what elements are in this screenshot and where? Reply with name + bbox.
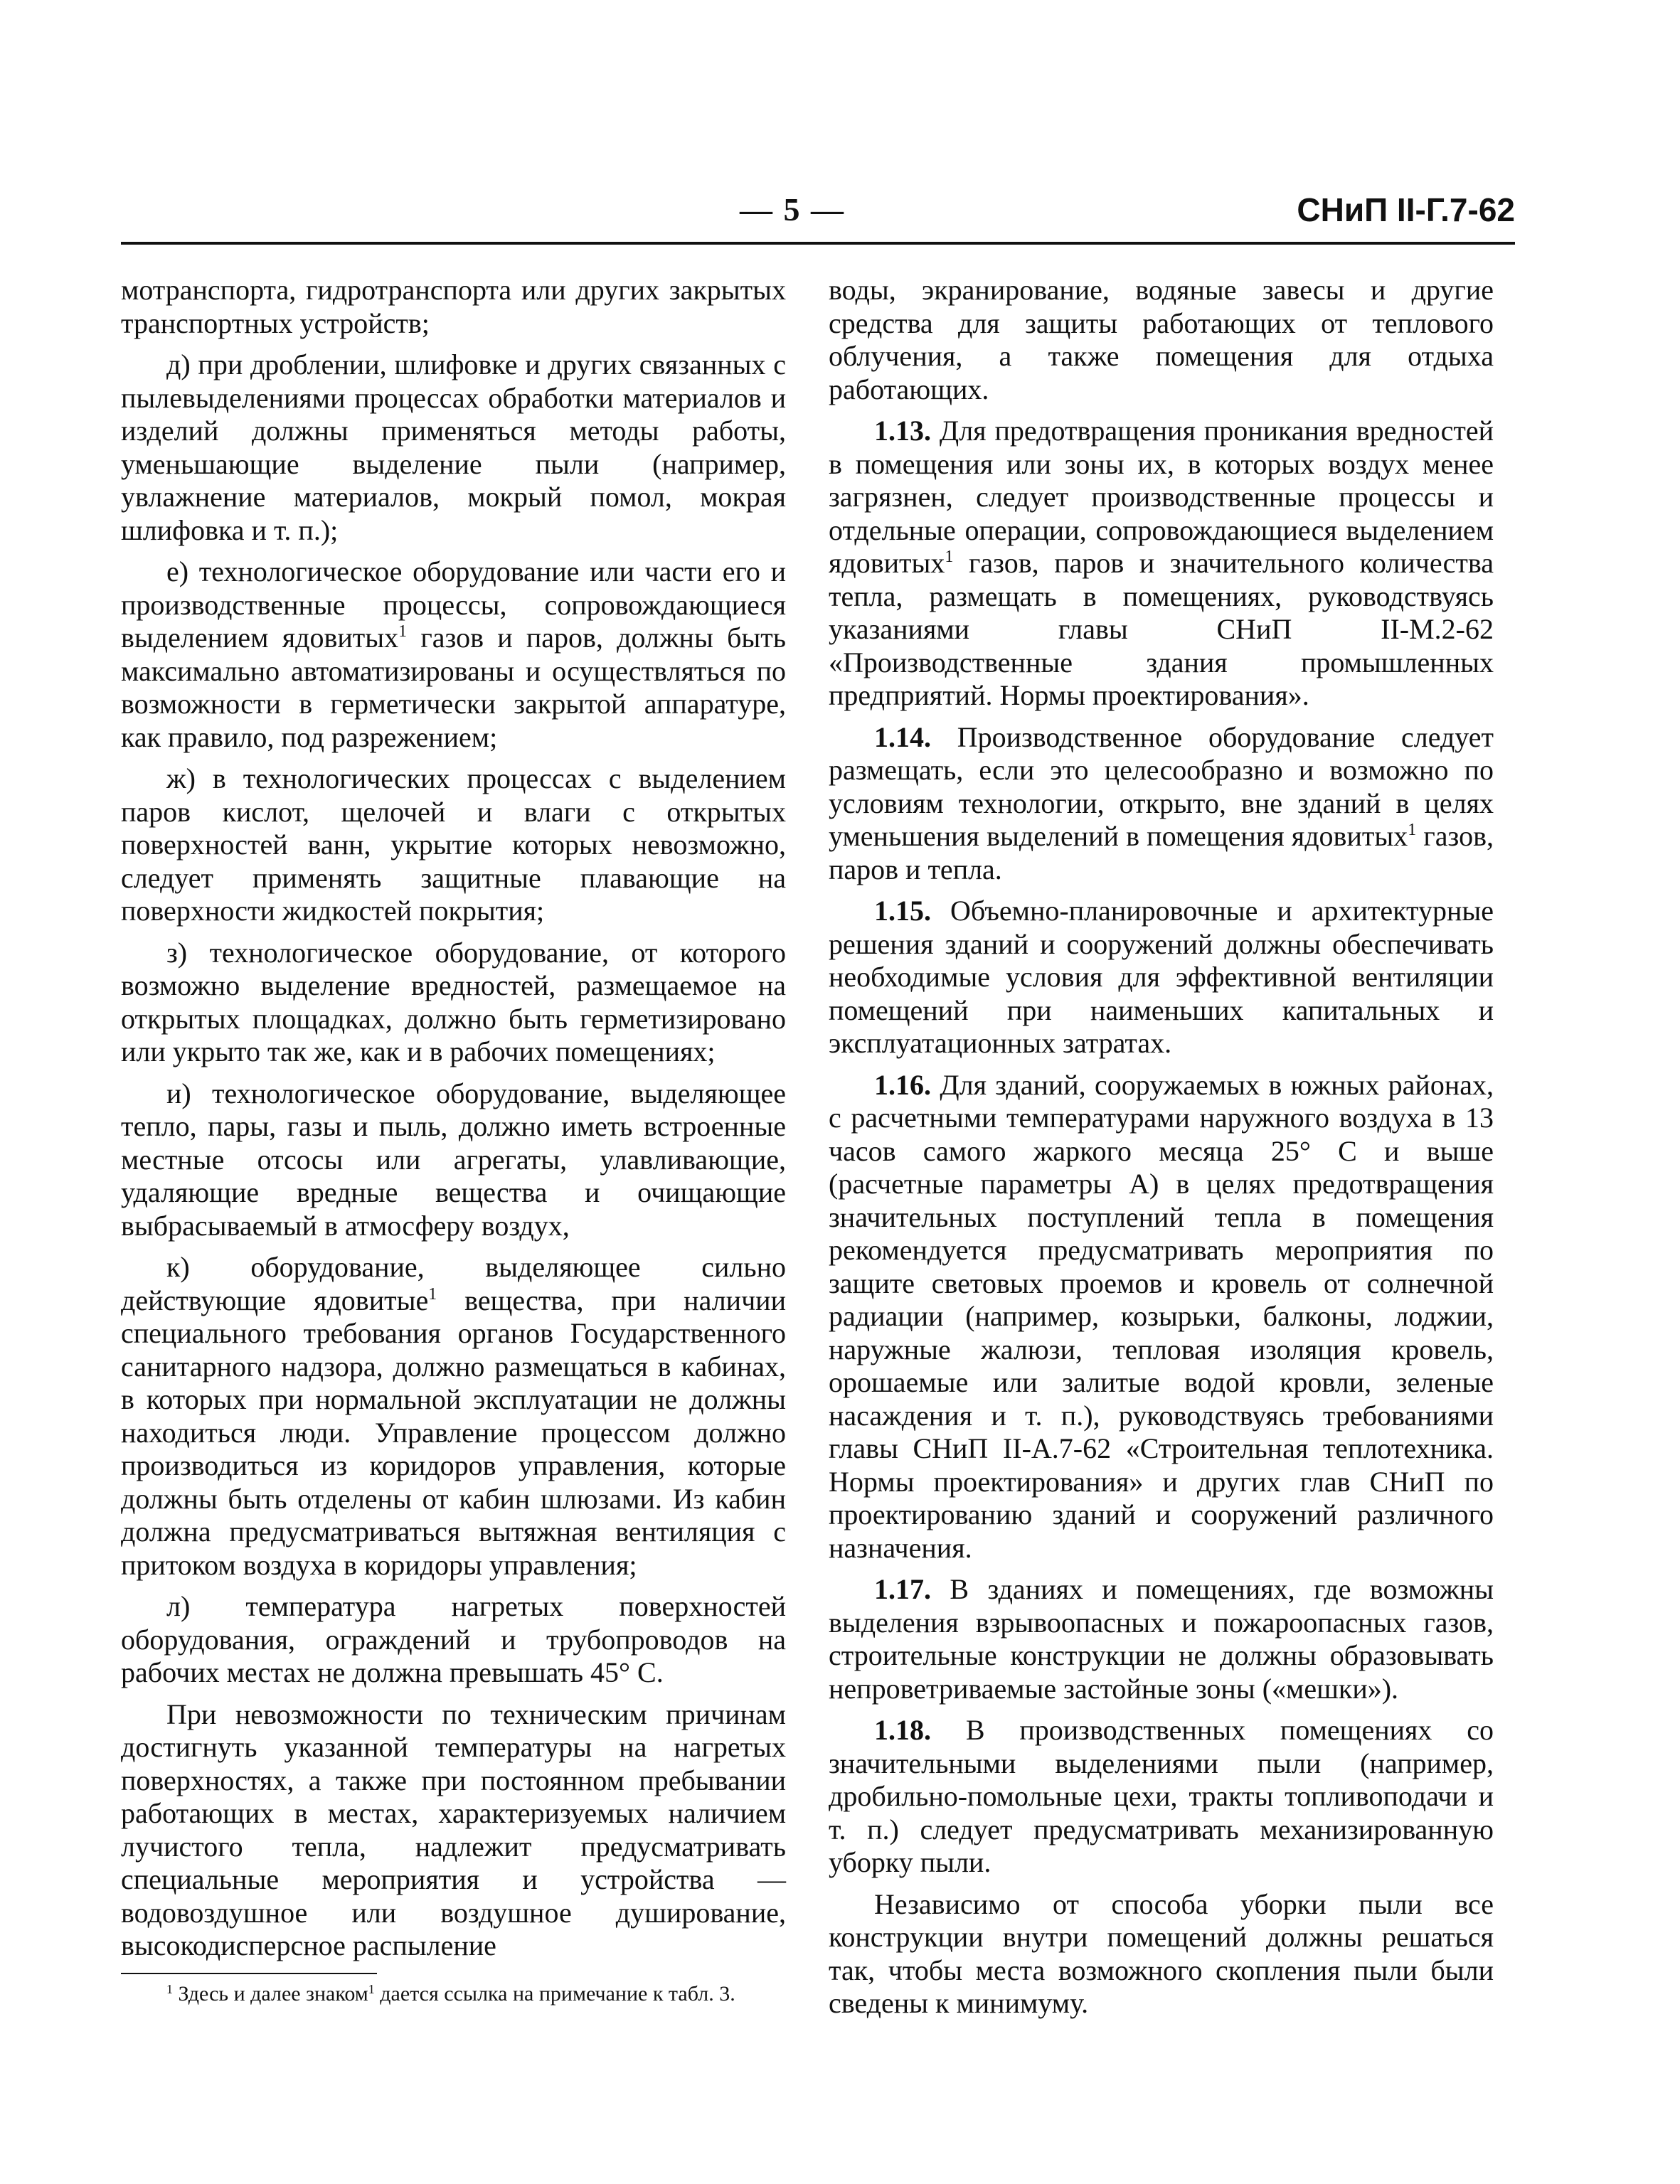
clause-number: 1.15. <box>874 895 931 927</box>
left-column <box>121 274 786 2015</box>
left-column-paragraph <box>121 1251 786 1582</box>
footnote-marker: 1 <box>368 1981 375 1996</box>
left-column-paragraph <box>121 762 786 928</box>
paragraph-text: ж) в технологических процессах с выделением паров кислот, щелочей и влаги с открытых поверхностей ванн, укрытие которых невозможно, следует применять защитные плавающие на поверхности жидкостей покрытия; <box>121 762 786 927</box>
left-column-paragraph <box>121 1077 786 1243</box>
page-number: — 5 — <box>740 191 845 228</box>
right-column-paragraph <box>829 1069 1494 1565</box>
right-column-paragraph <box>829 1888 1494 2020</box>
right-column-paragraph <box>829 1573 1494 1705</box>
clause-number: 1.17. <box>874 1573 931 1605</box>
left-column-paragraph <box>121 1698 786 1963</box>
left-column-paragraph <box>121 274 786 340</box>
paragraph-text: В зданиях и помещениях, где возможны выделения взрывоопасных и пожароопасных газов, строительные конструкции не должны образовывать непроветриваемые застойные зоны («мешки»). <box>829 1573 1494 1705</box>
footnote-marker: 1 <box>1408 821 1417 839</box>
paragraph-text: При невозможности по техническим причинам достигнуть указанной температуры на нагретых поверхностях, а также при постоянном пребывании работающих в местах, характеризуемых наличием лучистого тепла, надлежит предусматривать специальные мероприятия и устройства — водовоздушное или воздушное душирование, высокодисперсное распыление <box>121 1698 786 1961</box>
paragraph-text: л) температура нагретых поверхностей оборудования, ограждений и трубопроводов на рабочих местах не должна превышать 45° С. <box>121 1590 786 1688</box>
paragraph-text: В производственных помещениях со значительными выделениями пыли (например, дробильно-помольные цехи, тракты топливоподачи и т. п.) следует предусматривать механизированную уборку пыли. <box>829 1714 1494 1878</box>
clause-number: 1.13. <box>874 415 931 447</box>
clause-number: 1.16. <box>874 1068 931 1101</box>
left-column-paragraph <box>121 555 786 754</box>
paragraph-text: Для зданий, сооружаемых в южных районах, с расчетными температурами наружного воздуха в 13 часов самого жаркого месяца 25° С и выше (расчетные параметры А) в целях предотвращения значительных поступлений тепла в помещения рекомендуется предусматривать мероприятия по защите световых проемов и кровель от солнечной радиации (например, козырьки, балконы, лоджии, наружные жалюзи, тепловая изоляция кровель, орошаемые или залитые водой кровли, зеленые насаждения и т. п.), руководствуясь требованиями главы СНиП II-А.7-62 «Строительная теплотехника. Нормы проектирования» и других глав СНиП по проектированию зданий и сооружений различного назначения. <box>829 1068 1494 1564</box>
standard-code: СНиП II-Г.7-62 <box>1297 191 1515 228</box>
paragraph-text: д) при дроблении, шлифовке и других связанных с пылевыделениями процессах обработки материалов и изделий должны применяться методы работы, уменьшающие выделение пыли (например, увлажнение материалов, мокрый помол, мокрая шлифовка и т. п.); <box>121 348 786 546</box>
paragraph-text: вещества, при наличии специального требования органов Государственного санитарного надзора, должно размещаться в кабинах, в которых при нормальной эксплуатации не должны находиться люди. Управление процессом должно производиться из коридоров управления, которые должны быть отделены от кабин шлюзами. Из кабин должна предусматриваться вытяжная вентиляция с притоком воздуха в коридоры управления; <box>121 1284 786 1581</box>
right-column-paragraph <box>829 274 1494 406</box>
paragraph-text: газов, паров и значительного количества тепла, размещать в помещениях, руководствуясь указаниями главы СНиП II-М.2-62 «Производственные здания промышленных предприятий. Нормы проектирования». <box>829 547 1494 711</box>
paragraph-text: з) технологическое оборудование, от которого возможно выделение вредностей, размещаемое на открытых площадках, должно быть герметизировано или укрыто так же, как и в рабочих помещениях; <box>121 936 786 1067</box>
clause-number: 1.14. <box>874 720 931 753</box>
right-column-paragraph <box>829 721 1494 887</box>
paragraph-text: е) технологическое оборудование или части его и производственные процессы, сопровождающиеся выделением ядовитых <box>121 555 786 654</box>
right-column-paragraph <box>829 415 1494 713</box>
clause-number: 1.18. <box>874 1714 931 1746</box>
paragraph-text: Для предотвращения проникания вредностей в помещения или зоны их, в которых воздух менее загрязнен, следует производственные процессы и отдельные операции, сопровождающиеся выделением ядовитых <box>829 415 1494 579</box>
paragraph-text: газов и паров, должны быть максимально автоматизированы и осуществляться по возможности в герметически закрытой аппаратуре, как правило, под разрежением; <box>121 622 787 753</box>
paragraph-text: и) технологическое оборудование, выделяющее тепло, пары, газы и пыль, должно иметь встроенные местные отсосы или агрегаты, улавливающие, удаляющие вредные вещества и очищающие выбрасываемый в атмосферу воздух, <box>121 1077 786 1242</box>
footnote-marker: 1 <box>166 1981 173 1996</box>
paragraph-text: Независимо от способа уборки пыли все конструкции внутри помещений должны решаться так, чтобы места возможного скопления пыли были сведены к минимуму. <box>829 1887 1494 2019</box>
paragraph-text: к) оборудование, выделяющее сильно действующие ядовитые <box>121 1251 786 1316</box>
right-column-paragraph <box>829 895 1494 1060</box>
footnote <box>121 1981 786 2007</box>
left-column-paragraph <box>121 1590 786 1690</box>
page-header <box>121 191 1515 240</box>
footnote-marker: 1 <box>398 622 408 641</box>
paragraph-text: Объемно-планировочные и архитектурные решения зданий и сооружений должны обеспечивать необходимые условия для эффективной вентиляции помещений при наименьших капитальных и эксплуатационных затратах. <box>829 895 1494 1059</box>
footnote-marker: 1 <box>945 548 954 566</box>
footnote-text: дается ссылка на примечание к табл. 3. <box>374 1981 735 2005</box>
left-column-paragraph <box>121 348 786 547</box>
left-column-paragraph <box>121 937 786 1069</box>
paragraph-text: Производственное оборудование следует размещать, если это целесообразно и возможно по условиям технологии, открыто, вне зданий в целях уменьшения выделений в помещения ядовитых <box>829 720 1494 852</box>
footnote-text: Здесь и далее знаком <box>178 1981 368 2005</box>
right-column <box>829 274 1494 2029</box>
footnote-rule <box>121 1973 377 1974</box>
paragraph-text: воды, экранирование, водяные завесы и другие средства для защиты работающих от теплового облучения, а также помещения для отдыха работающих. <box>829 274 1494 405</box>
header-rule <box>121 242 1515 245</box>
right-column-paragraph <box>829 1714 1494 1880</box>
paragraph-text: мотранспорта, гидротранспорта или других закрытых транспортных устройств; <box>121 274 786 339</box>
paragraph-text: газов, паров и тепла. <box>829 820 1494 885</box>
footnote-marker: 1 <box>428 1284 437 1304</box>
